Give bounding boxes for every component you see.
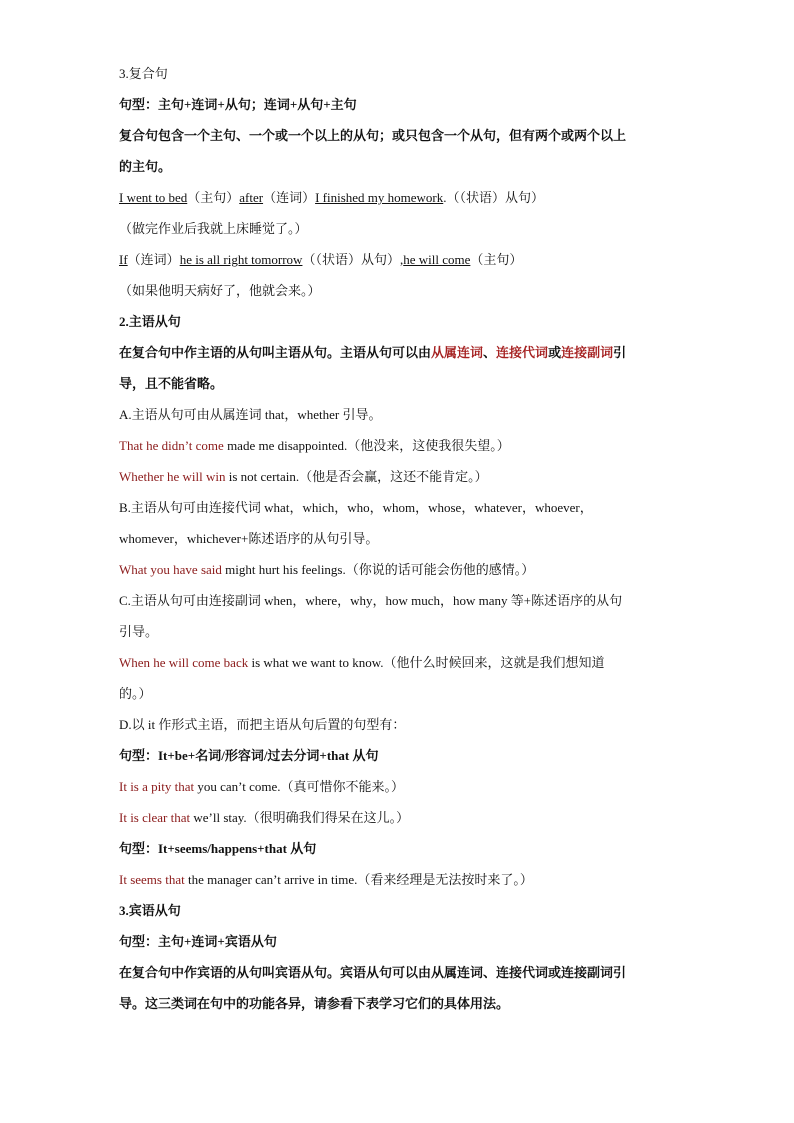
highlight-term: 连接副词	[561, 345, 614, 360]
highlight-term: 从属连词	[431, 345, 484, 360]
rule-text: D.以 it 作形式主语，而把主语从句后置的句型有：	[119, 717, 406, 732]
document-page	[119, 58, 679, 1019]
main-clause: he will come	[403, 252, 471, 267]
conjunction: after	[239, 190, 264, 205]
example-sentence: When he will come back is what we want to know.（他什么时候回来，这就是我们想知道	[119, 655, 605, 670]
annotation: （主句）	[470, 252, 523, 267]
example-sentence	[119, 182, 679, 213]
example-sentence: It is clear that we’ll stay.（很明确我们得呆在这儿。）	[119, 810, 410, 825]
definition-text: 在复合句中作宾语的从句叫宾语从句。宾语从句可以由从属连词、连接代词或连接副词引	[119, 965, 627, 980]
annotation: （（状语）从句）,	[302, 252, 404, 267]
clause-highlight: When he will come back	[119, 655, 249, 670]
annotation: .（（状语）从句）	[443, 190, 545, 205]
annotation: （连词）	[263, 190, 316, 205]
clause-highlight: It is clear that	[119, 810, 191, 825]
sentence-pattern: 句型：主句+连词+宾语从句	[119, 934, 277, 949]
rule-text: C.主语从句可由连接副词 when，where，why，how much，how many 等+陈述语序的从句	[119, 593, 623, 608]
definition-text: 在复合句中作主语的从句叫主语从句。主语从句可以由从属连词、连接代词或连接副词引	[119, 345, 627, 360]
definition-text: 复合句包含一个主句、一个或一个以上的从句；或只包含一个从句，但有两个或两个以上	[119, 128, 627, 143]
rule-text: B.主语从句可由连接代词 what，which，who，whom，whose，whatever，whoever，	[119, 500, 593, 515]
clause-highlight: It is a pity that	[119, 779, 195, 794]
clause-highlight: Whether he will win	[119, 469, 226, 484]
subordinate-clause: he is all right tomorrow	[179, 252, 303, 267]
sentence-pattern: 句型：It+be+名词/形容词/过去分词+that 从句	[119, 748, 379, 763]
definition-text-cont: 导，且不能省略。	[119, 376, 224, 391]
section-heading: 3.复合句	[119, 66, 168, 81]
clause-highlight: It seems that	[119, 872, 185, 887]
section-heading: 3.宾语从句	[119, 903, 181, 918]
example-sentence: What you have said might hurt his feelings.（你说的话可能会伤他的感情。）	[119, 562, 535, 577]
main-clause: I went to bed	[119, 190, 188, 205]
example-sentence	[119, 244, 679, 275]
subordinate-clause: I finished my homework	[315, 190, 444, 205]
conjunction: If	[119, 252, 128, 267]
example-sentence: It seems that the manager can’t arrive in time.（看来经理是无法按时来了。）	[119, 872, 533, 887]
highlight-term: 连接代词	[496, 345, 549, 360]
rule-text: A.主语从句可由从属连词 that，whether 引导。	[119, 407, 382, 422]
sentence-pattern: 句型：It+seems/happens+that 从句	[119, 841, 317, 856]
example-sentence: Whether he will win is not certain.（他是否会赢，这还不能肯定。）	[119, 469, 488, 484]
example-sentence: It is a pity that you can’t come.（真可惜你不能来。）	[119, 779, 405, 794]
clause-highlight: That he didn’t come	[119, 438, 224, 453]
rule-text-cont: whomever，whichever+陈述语序的从句引导。	[119, 531, 379, 546]
example-sentence-cont: 的。）	[119, 686, 152, 701]
definition-text-cont: 的主句。	[119, 159, 172, 174]
example-translation: （如果他明天病好了，他就会来。）	[119, 283, 321, 298]
definition-text-cont: 导。这三类词在句中的功能各异，请参看下表学习它们的具体用法。	[119, 996, 510, 1011]
annotation: （主句）	[187, 190, 240, 205]
annotation: （连词）	[127, 252, 180, 267]
example-sentence: That he didn’t come made me disappointed.（他没来，这使我很失望。）	[119, 438, 510, 453]
sentence-pattern: 句型：主句+连词+从句；连词+从句+主句	[119, 97, 357, 112]
rule-text-cont: 引导。	[119, 624, 159, 639]
section-heading: 2.主语从句	[119, 314, 181, 329]
clause-highlight: What you have said	[119, 562, 222, 577]
example-translation: （做完作业后我就上床睡觉了。）	[119, 221, 308, 236]
